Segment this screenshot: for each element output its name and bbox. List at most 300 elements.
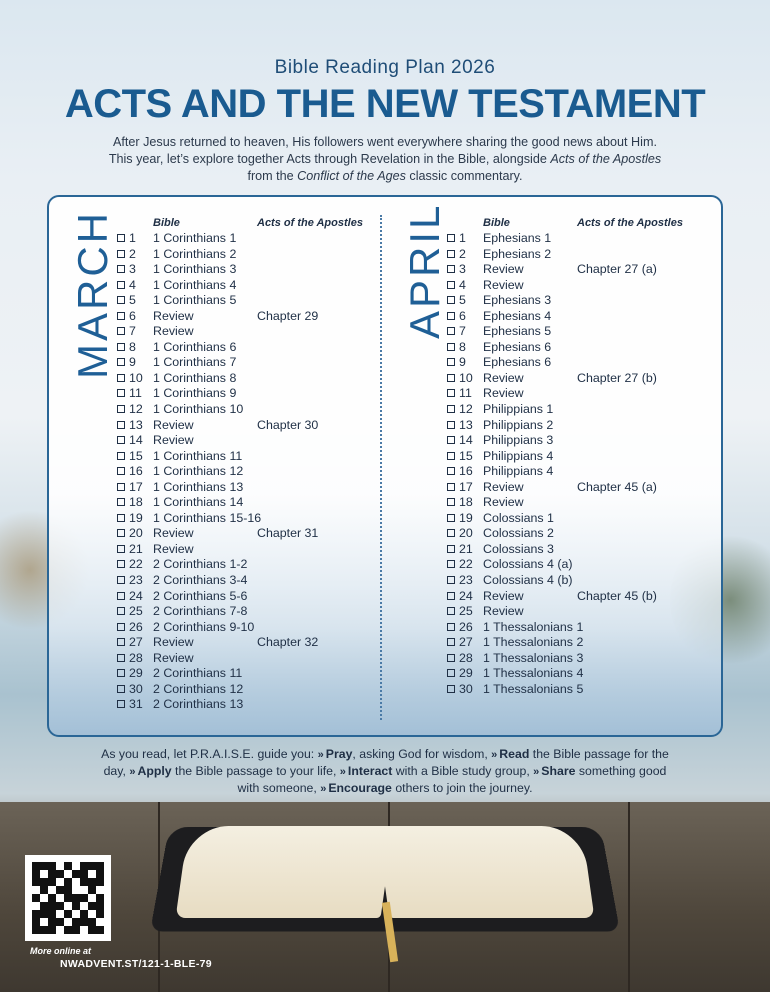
qr-module	[32, 862, 40, 870]
checkbox[interactable]	[117, 560, 125, 568]
qr-module	[56, 862, 64, 870]
checkbox[interactable]	[447, 234, 455, 242]
march-day-row	[117, 402, 377, 418]
qr-module	[48, 918, 56, 926]
march-day-row	[117, 340, 377, 356]
bible-reading: Philippians 3	[483, 433, 554, 448]
qr-module	[40, 910, 48, 918]
bible-reading: 2 Corinthians 3-4	[153, 573, 248, 588]
praise-intro: As you read, let P.R.A.I.S.E. guide you:	[101, 747, 318, 761]
checkbox[interactable]	[447, 638, 455, 646]
day-number: 3	[459, 262, 466, 277]
day-number: 14	[129, 433, 143, 448]
qr-module	[72, 870, 80, 878]
bible-reading: 1 Corinthians 13	[153, 479, 244, 494]
day-number: 3	[129, 262, 136, 277]
bible-reading: Review	[483, 370, 524, 385]
qr-module	[64, 918, 72, 926]
praise-keyword-pray: Pray	[325, 747, 353, 761]
day-number: 12	[129, 402, 143, 417]
checkbox[interactable]	[117, 343, 125, 351]
praise-keyword-share: Share	[541, 764, 576, 778]
bible-reading: Ephesians 3	[483, 293, 552, 308]
bible-reading: Colossians 3	[483, 541, 554, 556]
bible-reading: 2 Corinthians 11	[153, 666, 243, 681]
intro-paragraph	[70, 134, 700, 185]
checkbox[interactable]	[447, 669, 455, 677]
day-number: 5	[459, 293, 466, 308]
march-day-row	[117, 573, 377, 589]
checkbox[interactable]	[117, 592, 125, 600]
march-day-row	[117, 309, 377, 325]
qr-module	[32, 894, 40, 902]
day-number: 8	[459, 339, 466, 354]
april-day-row	[447, 433, 717, 449]
bible-reading: Review	[483, 479, 524, 494]
qr-module	[72, 894, 80, 902]
qr-module	[40, 894, 48, 902]
acts-reading: Chapter 30	[257, 417, 319, 432]
checkbox[interactable]	[447, 343, 455, 351]
qr-module	[32, 886, 40, 894]
april-day-row	[447, 418, 717, 434]
qr-module	[56, 926, 64, 934]
bible-reading: 1 Thessalonians 3	[483, 650, 584, 665]
april-reading-list	[447, 231, 717, 697]
checkbox[interactable]	[117, 514, 125, 522]
checkbox[interactable]	[117, 607, 125, 615]
day-number: 27	[459, 635, 473, 650]
day-number: 2	[459, 246, 466, 261]
qr-module	[56, 886, 64, 894]
day-number: 14	[459, 433, 473, 448]
bible-reading: 1 Corinthians 1	[153, 231, 237, 245]
april-day-row	[447, 262, 717, 278]
day-number: 1	[459, 231, 466, 245]
bible-reading: 1 Corinthians 9	[153, 386, 237, 401]
qr-module	[48, 886, 56, 894]
checkbox[interactable]	[117, 421, 125, 429]
intro-conflict-title: Conflict of the Ages	[297, 169, 406, 183]
april-day-row	[447, 355, 717, 371]
praise-keyword-read: Read	[499, 747, 530, 761]
checkbox[interactable]	[447, 405, 455, 413]
qr-module	[96, 894, 104, 902]
day-number: 24	[459, 588, 473, 603]
checkbox[interactable]	[447, 576, 455, 584]
checkbox[interactable]	[117, 638, 125, 646]
qr-module	[72, 862, 80, 870]
checkbox[interactable]	[117, 250, 125, 258]
qr-module	[48, 870, 56, 878]
april-day-row	[447, 464, 717, 480]
day-number: 19	[129, 510, 143, 525]
day-number: 27	[129, 635, 143, 650]
checkbox[interactable]	[117, 234, 125, 242]
bible-reading: 2 Corinthians 7-8	[153, 604, 248, 619]
day-number: 23	[459, 573, 473, 588]
bible-reading: Review	[153, 526, 194, 541]
checkbox[interactable]	[117, 467, 125, 475]
april-day-row	[447, 449, 717, 465]
bible-reading: 1 Thessalonians 1	[483, 619, 584, 634]
day-number: 28	[129, 650, 143, 665]
checkbox[interactable]	[117, 483, 125, 491]
day-number: 22	[129, 557, 143, 572]
april-day-row	[447, 371, 717, 387]
checkbox[interactable]	[447, 296, 455, 304]
qr-module	[40, 926, 48, 934]
checkbox[interactable]	[117, 700, 125, 708]
day-number: 13	[129, 417, 143, 432]
checkbox[interactable]	[117, 389, 125, 397]
qr-module	[56, 902, 64, 910]
march-day-row	[117, 464, 377, 480]
bible-reading: Colossians 2	[483, 526, 554, 541]
bible-reading: 1 Corinthians 8	[153, 370, 237, 385]
chevron-icon: »	[533, 766, 540, 778]
april-day-row	[447, 682, 717, 698]
april-day-row	[447, 247, 717, 263]
day-number: 20	[459, 526, 473, 541]
qr-module	[80, 870, 88, 878]
qr-module	[64, 910, 72, 918]
day-number: 12	[459, 402, 473, 417]
day-number: 10	[129, 370, 143, 385]
april-day-row	[447, 309, 717, 325]
qr-module	[88, 926, 96, 934]
day-number: 2	[129, 246, 136, 261]
day-number: 25	[129, 604, 143, 619]
day-number: 21	[459, 541, 473, 556]
praise-guide	[100, 746, 670, 797]
day-number: 18	[459, 495, 473, 510]
qr-module	[32, 870, 40, 878]
checkbox[interactable]	[447, 592, 455, 600]
bible-reading: Philippians 4	[483, 448, 554, 463]
bible-reading: Ephesians 2	[483, 246, 552, 261]
march-day-row	[117, 542, 377, 558]
march-day-row	[117, 262, 377, 278]
qr-module	[72, 886, 80, 894]
day-number: 5	[129, 293, 136, 308]
day-number: 17	[129, 479, 143, 494]
april-day-row	[447, 589, 717, 605]
bible-reading: Review	[483, 386, 524, 401]
april-day-row	[447, 231, 717, 247]
march-day-row	[117, 480, 377, 496]
checkbox[interactable]	[117, 296, 125, 304]
march-reading-list	[117, 231, 377, 713]
april-day-row	[447, 526, 717, 542]
day-number: 9	[129, 355, 136, 370]
bible-reading: Review	[483, 604, 524, 619]
bible-reading: Colossians 4 (a)	[483, 557, 573, 572]
qr-module	[40, 862, 48, 870]
qr-module	[80, 862, 88, 870]
bible-reading: 1 Thessalonians 2	[483, 635, 584, 650]
checkbox[interactable]	[447, 312, 455, 320]
qr-module	[88, 902, 96, 910]
checkbox[interactable]	[447, 498, 455, 506]
checkbox[interactable]	[447, 374, 455, 382]
checkbox[interactable]	[447, 545, 455, 553]
bible-reading: Ephesians 6	[483, 355, 552, 370]
praise-keyword-apply: Apply	[137, 764, 172, 778]
day-number: 19	[459, 510, 473, 525]
praise-text-read: the Bible passage for the day,	[103, 747, 669, 778]
checkbox[interactable]	[447, 358, 455, 366]
checkbox[interactable]	[117, 405, 125, 413]
april-header-acts: Acts of the Apostles	[577, 217, 683, 229]
march-header-acts: Acts of the Apostles	[257, 217, 363, 229]
chevron-icon: »	[339, 766, 346, 778]
qr-module	[96, 870, 104, 878]
qr-module	[56, 910, 64, 918]
qr-module	[40, 878, 48, 886]
bible-reading: 1 Corinthians 7	[153, 355, 237, 370]
qr-module	[88, 894, 96, 902]
acts-reading: Chapter 45 (b)	[577, 588, 657, 603]
day-number: 4	[459, 277, 466, 292]
checkbox[interactable]	[117, 498, 125, 506]
checkbox[interactable]	[447, 436, 455, 444]
day-number: 11	[459, 386, 472, 401]
qr-module	[56, 894, 64, 902]
month-divider	[380, 215, 382, 720]
bible-reading: Ephesians 4	[483, 308, 552, 323]
bible-reading: Philippians 1	[483, 402, 554, 417]
chevron-icon: »	[317, 749, 324, 761]
checkbox[interactable]	[117, 358, 125, 366]
footer-url-link[interactable]: NWADVENT.ST/121-1-BLE-79	[60, 958, 212, 970]
checkbox[interactable]	[117, 685, 125, 693]
march-day-row	[117, 651, 377, 667]
april-day-row	[447, 666, 717, 682]
qr-module	[96, 910, 104, 918]
checkbox[interactable]	[117, 281, 125, 289]
chevron-icon: »	[491, 749, 498, 761]
day-number: 20	[129, 526, 143, 541]
bible-reading: 1 Corinthians 11	[153, 448, 243, 463]
qr-module	[48, 878, 56, 886]
march-day-row	[117, 449, 377, 465]
checkbox[interactable]	[117, 327, 125, 335]
bible-reading: Review	[483, 588, 524, 603]
checkbox[interactable]	[447, 654, 455, 662]
qr-module	[88, 918, 96, 926]
bible-reading: Philippians 2	[483, 417, 554, 432]
day-number: 13	[459, 417, 473, 432]
march-day-row	[117, 433, 377, 449]
day-number: 10	[459, 370, 473, 385]
april-day-row	[447, 651, 717, 667]
day-number: 29	[129, 666, 143, 681]
acts-reading: Chapter 32	[257, 635, 319, 650]
praise-text-share: something good with someone,	[237, 764, 667, 795]
day-number: 15	[459, 448, 473, 463]
checkbox[interactable]	[117, 312, 125, 320]
bible-reading: 1 Corinthians 15-16	[153, 510, 262, 525]
praise-keyword-encourage: Encourage	[328, 781, 392, 795]
checkbox[interactable]	[117, 374, 125, 382]
qr-module	[40, 902, 48, 910]
day-number: 18	[129, 495, 143, 510]
checkbox[interactable]	[447, 281, 455, 289]
checkbox[interactable]	[447, 607, 455, 615]
bible-reading: Review	[153, 635, 194, 650]
qr-module	[72, 878, 80, 886]
april-header-bible: Bible	[483, 217, 510, 229]
day-number: 26	[459, 619, 473, 634]
day-number: 11	[129, 386, 142, 401]
qr-module	[80, 886, 88, 894]
day-number: 16	[129, 464, 143, 479]
day-number: 30	[129, 681, 143, 696]
checkbox[interactable]	[447, 685, 455, 693]
month-label-march: MARCH	[69, 210, 116, 379]
day-number: 7	[129, 324, 136, 339]
checkbox[interactable]	[447, 327, 455, 335]
checkbox[interactable]	[447, 421, 455, 429]
april-day-row	[447, 480, 717, 496]
qr-module	[48, 902, 56, 910]
march-day-row	[117, 386, 377, 402]
qr-module	[80, 910, 88, 918]
qr-module	[72, 902, 80, 910]
chevron-icon: »	[320, 783, 327, 795]
qr-module	[32, 926, 40, 934]
checkbox[interactable]	[447, 623, 455, 631]
qr-module	[56, 918, 64, 926]
bible-reading: Review	[483, 262, 524, 277]
march-day-row	[117, 495, 377, 511]
checkbox[interactable]	[447, 265, 455, 273]
checkbox[interactable]	[117, 623, 125, 631]
march-day-row	[117, 557, 377, 573]
checkbox[interactable]	[447, 250, 455, 258]
april-day-row	[447, 557, 717, 573]
march-day-row	[117, 278, 377, 294]
day-number: 26	[129, 619, 143, 634]
qr-module	[64, 886, 72, 894]
april-day-row	[447, 511, 717, 527]
march-day-row	[117, 604, 377, 620]
bible-reading: 1 Thessalonians 4	[483, 666, 584, 681]
checkbox[interactable]	[447, 452, 455, 460]
bible-page-right	[377, 826, 595, 918]
checkbox[interactable]	[117, 265, 125, 273]
bible-reading: 1 Corinthians 14	[153, 495, 244, 510]
march-day-row	[117, 247, 377, 263]
march-day-row	[117, 511, 377, 527]
checkbox[interactable]	[117, 654, 125, 662]
day-number: 4	[129, 277, 136, 292]
bible-reading: Ephesians 1	[483, 231, 552, 245]
qr-module	[96, 926, 104, 934]
march-day-row	[117, 231, 377, 247]
checkbox[interactable]	[447, 467, 455, 475]
qr-module	[40, 918, 48, 926]
day-number: 21	[129, 541, 143, 556]
qr-module	[80, 878, 88, 886]
qr-module	[88, 878, 96, 886]
bible-reading: Ephesians 6	[483, 339, 552, 354]
checkbox[interactable]	[117, 436, 125, 444]
april-day-row	[447, 542, 717, 558]
april-day-row	[447, 278, 717, 294]
bible-reading: 2 Corinthians 5-6	[153, 588, 248, 603]
qr-module	[48, 862, 56, 870]
day-number: 9	[459, 355, 466, 370]
day-number: 31	[129, 697, 143, 712]
qr-module	[32, 878, 40, 886]
bible-reading: 1 Corinthians 12	[153, 464, 244, 479]
acts-reading: Chapter 31	[257, 526, 319, 541]
checkbox[interactable]	[447, 514, 455, 522]
open-bible-image	[160, 822, 610, 932]
qr-module	[48, 894, 56, 902]
day-number: 16	[459, 464, 473, 479]
april-day-row	[447, 620, 717, 636]
checkbox[interactable]	[447, 389, 455, 397]
march-day-row	[117, 697, 377, 713]
checkbox[interactable]	[117, 452, 125, 460]
checkbox[interactable]	[117, 529, 125, 537]
praise-text-apply: the Bible passage to your life,	[171, 764, 340, 778]
checkbox[interactable]	[117, 576, 125, 584]
day-number: 24	[129, 588, 143, 603]
qr-module	[96, 902, 104, 910]
day-number: 1	[129, 231, 136, 245]
qr-module	[80, 926, 88, 934]
qr-module	[88, 886, 96, 894]
march-day-row	[117, 620, 377, 636]
intro-line-3-end: classic commentary.	[405, 169, 523, 183]
day-number: 15	[129, 448, 143, 463]
bible-reading: Review	[153, 308, 194, 323]
qr-code-pattern	[32, 862, 104, 934]
qr-module	[72, 926, 80, 934]
march-day-row	[117, 526, 377, 542]
qr-module	[80, 918, 88, 926]
checkbox[interactable]	[447, 529, 455, 537]
bible-reading: 1 Corinthians 5	[153, 293, 237, 308]
bible-reading: Colossians 1	[483, 510, 554, 525]
april-day-row	[447, 386, 717, 402]
intro-line-2: This year, let’s explore together Acts through Revelation in the Bible, alongside	[108, 152, 551, 166]
qr-module	[32, 918, 40, 926]
bible-reading: 2 Corinthians 1-2	[153, 557, 248, 572]
march-day-row	[117, 682, 377, 698]
bible-reading: 1 Corinthians 4	[153, 277, 237, 292]
qr-module	[64, 902, 72, 910]
qr-module	[40, 870, 48, 878]
checkbox[interactable]	[447, 483, 455, 491]
bible-reading: Review	[483, 495, 524, 510]
checkbox[interactable]	[447, 560, 455, 568]
checkbox[interactable]	[117, 669, 125, 677]
march-day-row	[117, 589, 377, 605]
day-number: 30	[459, 681, 473, 696]
qr-module	[48, 910, 56, 918]
qr-code[interactable]	[25, 855, 111, 941]
intro-acts-title: Acts of the Apostles	[550, 152, 662, 166]
march-day-row	[117, 355, 377, 371]
day-number: 7	[459, 324, 466, 339]
day-number: 17	[459, 479, 473, 494]
checkbox[interactable]	[117, 545, 125, 553]
